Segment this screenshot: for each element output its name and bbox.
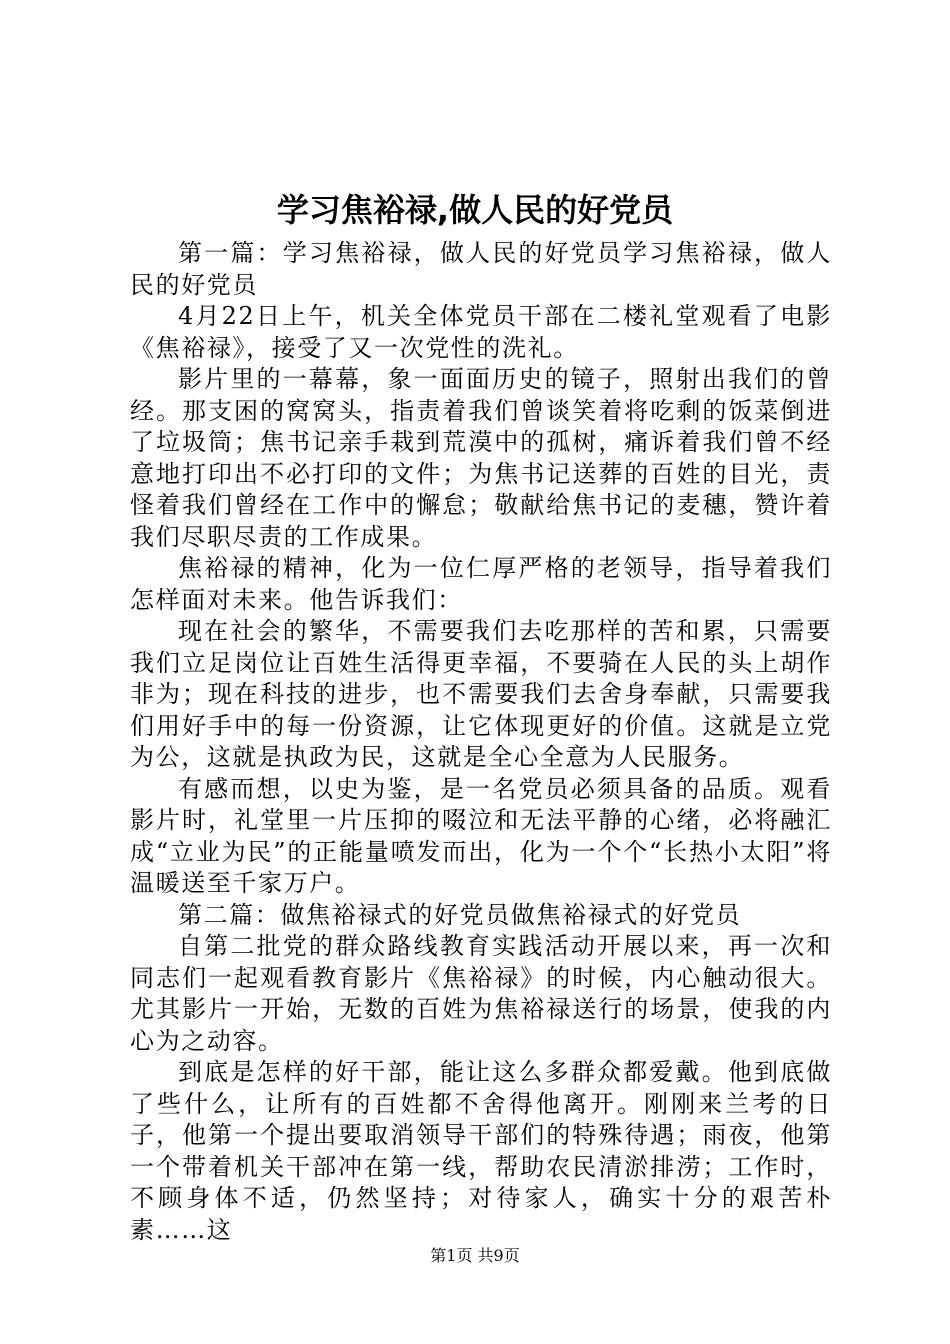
paragraph: 影片里的一幕幕，象一面面历史的镜子，照射出我们的曾经。那支困的窝窝头，指责着我们曾谈笑着将吃剩的饭菜倒进了垃圾筒；焦书记亲手栽到荒漠中的孤树，痛诉着我们曾不经意地打印出不必打印的文件；为焦书记送葬的百姓的目光，责怪着我们曾经在工作中的懈怠；敬献给焦书记的麦穗，赞许着我们尽职尽责的工作成果。 (130, 365, 832, 551)
page-number-footer: 第1页 共9页 (430, 1246, 520, 1265)
paragraph: 现在社会的繁华，不需要我们去吃那样的苦和累，只需要我们立足岗位让百姓生活得更幸福，不要骑在人民的头上胡作非为；现在科技的进步，也不需要我们去舍身奉献，只需要我们用好手中的每一份资源，让它体现更好的价值。这就是立党为公，这就是执政为民，这就是全心全意为人民服务。 (130, 617, 832, 771)
section-heading: 第二篇：做焦裕禄式的好党员做焦裕禄式的好党员 (178, 900, 742, 929)
document-body (130, 238, 832, 1246)
document-title: 学习焦裕禄,做人民的好党员 (276, 191, 674, 229)
paragraph: 焦裕禄的精神，化为一位仁厚严格的老领导，指导着我们怎样面对未来。他告诉我们： (130, 554, 832, 614)
paragraph: 有感而想，以史为鉴，是一名党员必须具备的品质。观看影片时，礼堂里一片压抑的啜泣和无法平静的心绪，必将融汇成“立业为民”的正能量喷发而出，化为一个个“长热小太阳”将温暖送至千家万户。 (130, 774, 832, 897)
paragraph: 到底是怎样的好干部，能让这么多群众都爱戴。他到底做了些什么，让所有的百姓都不舍得他离开。刚刚来兰考的日子，他第一个提出要取消领导干部们的特殊待遇；雨夜，他第一个带着机关干部冲在第一线，帮助农民清淤排涝；工作时，不顾身体不适，仍然坚持；对待家人，确实十分的艰苦朴素……这 (130, 1058, 832, 1244)
paragraph: 自第二批党的群众路线教育实践活动开展以来，再一次和同志们一起观看教育影片《焦裕禄》的时候，内心触动很大。尤其影片一开始，无数的百姓为焦裕禄送行的场景，使我的内心为之动容。 (130, 932, 832, 1055)
paragraph: 第一篇：学习焦裕禄，做人民的好党员学习焦裕禄，做人民的好党员 (130, 239, 832, 299)
paragraph: 4月22日上午，机关全体党员干部在二楼礼堂观看了电影《焦裕禄》，接受了又一次党性的洗礼。 (130, 302, 832, 362)
